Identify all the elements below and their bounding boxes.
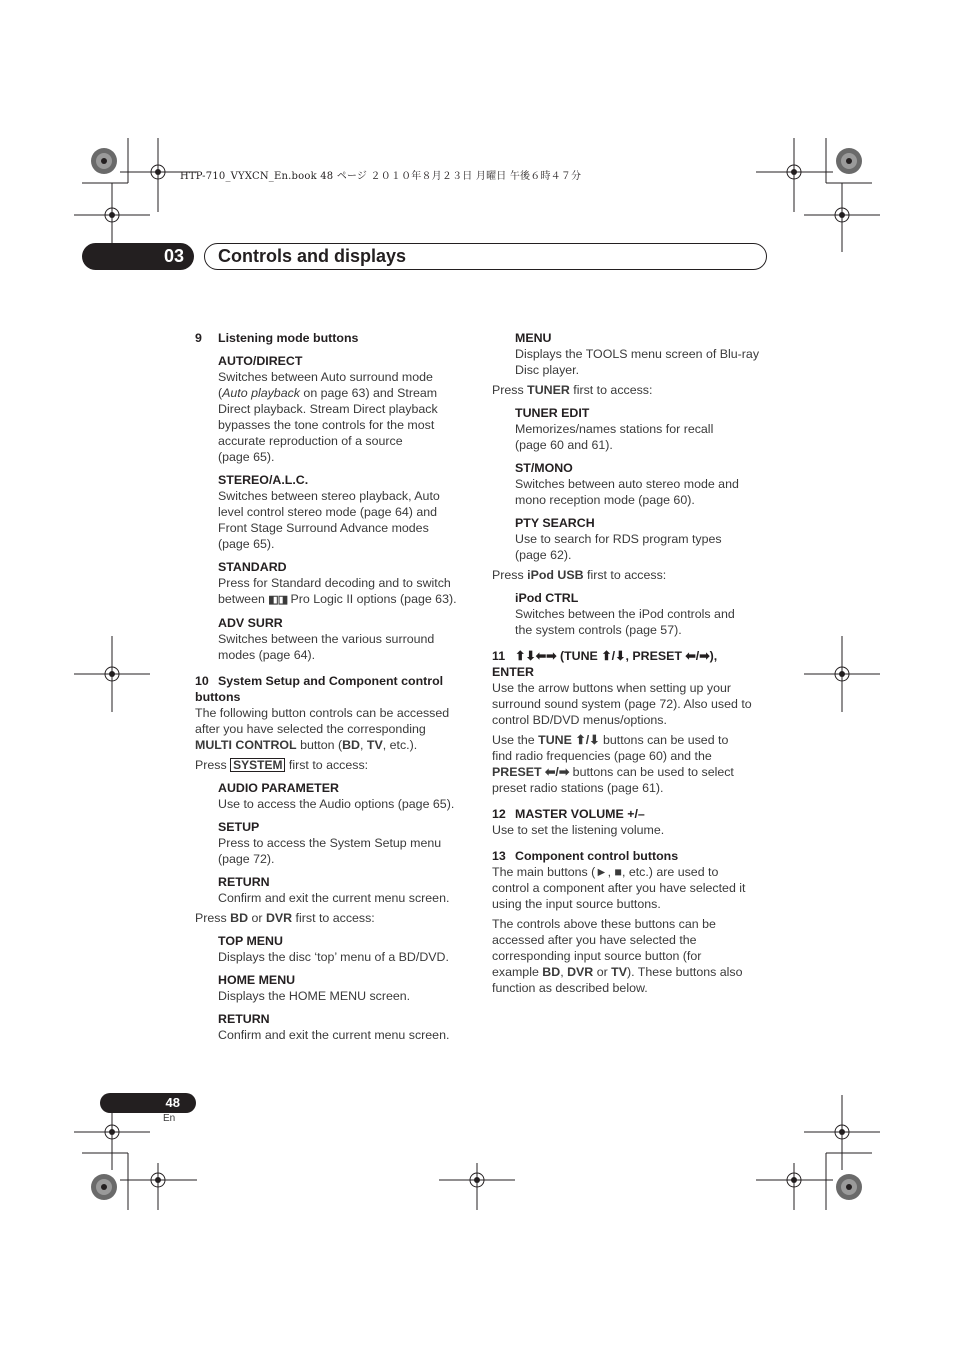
item-title: HOME MENU — [218, 973, 296, 987]
item-title: STANDARD — [218, 560, 287, 574]
item-text: Press for Standard decoding and to switch — [218, 576, 451, 590]
item-text: Confirm and exit the current menu screen. — [218, 1028, 450, 1042]
item-text: Switches between the various surround — [218, 632, 435, 646]
item-title: AUDIO PARAMETER — [218, 781, 339, 795]
item-text: (page 72). — [218, 852, 275, 866]
press-ipod-line: Press iPod USB first to access: — [492, 568, 667, 582]
item-text: modes (page 64). — [218, 648, 316, 662]
section-title: Listening mode buttons — [218, 331, 359, 345]
page-language: En — [163, 1113, 176, 1124]
section-text: surround sound system (page 72). Also used to — [492, 697, 752, 711]
section-text: find radio frequencies (page 60) and the — [492, 749, 712, 763]
section-text: accessed after you have selected the — [492, 933, 697, 947]
section-text: preset radio stations (page 61). — [492, 781, 664, 795]
item-text: Memorizes/names stations for recall — [515, 422, 714, 436]
section-title: ⬆⬇⬅➡ (TUNE ⬆/⬇, PRESET ⬅/➡), — [515, 649, 718, 663]
press-tuner-line: Press TUNER first to access: — [492, 383, 653, 397]
dolby-logo-icon: ◧◨ — [268, 594, 288, 606]
section-number: 9 — [195, 331, 202, 345]
item-title: iPod CTRL — [515, 591, 579, 605]
section-title: buttons — [195, 690, 241, 704]
section-text: corresponding input source button (for — [492, 949, 702, 963]
section-text: Use the TUNE ⬆/⬇ buttons can be used to — [492, 733, 729, 747]
item-text: bypasses the tone controls for the most — [218, 418, 435, 432]
item-text: (page 65). — [218, 537, 275, 551]
item-text: (Auto playback on page 63) and Stream — [218, 386, 438, 400]
item-text: Displays the HOME MENU screen. — [218, 989, 411, 1003]
item-text: level control stereo mode (page 64) and — [218, 505, 438, 519]
item-text: Disc player. — [515, 363, 580, 377]
item-title: STEREO/A.L.C. — [218, 473, 309, 487]
item-text: Use to search for RDS program types — [515, 532, 722, 546]
book-info-line: HTP-710_VYXCN_En.book 48 ページ ２０１０年８月２３日 月曜日 午後６時４７分 — [180, 171, 582, 182]
section-title: MASTER VOLUME +/– — [515, 807, 645, 821]
item-title: SETUP — [218, 820, 260, 834]
item-title: AUTO/DIRECT — [218, 354, 303, 368]
section-text: control a component after you have selected it — [492, 881, 746, 895]
item-text: (page 60 and 61). — [515, 438, 613, 452]
system-button-label: SYSTEM — [230, 758, 285, 772]
item-text: Use to access the Audio options (page 65). — [218, 797, 455, 811]
section-text: PRESET ⬅/➡ buttons can be used to select — [492, 765, 734, 779]
press-bd-line: Press BD or DVR first to access: — [195, 911, 375, 925]
section-title: ENTER — [492, 665, 534, 679]
item-text: Direct playback. Stream Direct playback — [218, 402, 438, 416]
item-text: Front Stage Surround Advance modes — [218, 521, 429, 535]
section-number: 13 — [492, 849, 506, 863]
item-title: TUNER EDIT — [515, 406, 590, 420]
press-system-line: Press SYSTEM first to access: — [195, 758, 369, 772]
chapter-title: Controls and displays — [204, 243, 767, 270]
section-text: after you have selected the corresponding — [195, 722, 426, 736]
section-text: example BD, DVR or TV). These buttons also — [492, 965, 743, 979]
section-number: 12 — [492, 807, 506, 821]
section-number: 10 — [195, 674, 209, 688]
page-number: 48 — [100, 1093, 196, 1113]
section-text: The controls above these buttons can be — [492, 917, 716, 931]
right-column — [492, 330, 777, 996]
section-text: Use the arrow buttons when setting up your — [492, 681, 731, 695]
item-text: accurate reproduction of a source — [218, 434, 403, 448]
item-title: ST/MONO — [515, 461, 573, 475]
item-text: Displays the disc ‘top’ menu of a BD/DVD. — [218, 950, 449, 964]
chapter-number: 03 — [82, 243, 194, 270]
item-text: Switches between stereo playback, Auto — [218, 489, 440, 503]
item-text: between ◧◨ Pro Logic II options (page 63). — [218, 592, 457, 606]
item-title: PTY SEARCH — [515, 516, 595, 530]
item-text: Press to access the System Setup menu — [218, 836, 442, 850]
item-title: RETURN — [218, 1012, 270, 1026]
item-title: ADV SURR — [218, 616, 283, 630]
section-text: control BD/DVD menus/options. — [492, 713, 667, 727]
item-text: Switches between auto stereo mode and — [515, 477, 739, 491]
item-text: mono reception mode (page 60). — [515, 493, 695, 507]
section-text: The following button controls can be accessed — [195, 706, 450, 720]
item-title: MENU — [515, 331, 552, 345]
section-title: Component control buttons — [515, 849, 679, 863]
section-text: using the input source buttons. — [492, 897, 661, 911]
section-text: Use to set the listening volume. — [492, 823, 665, 837]
item-text: Switches between Auto surround mode — [218, 370, 433, 384]
section-text: MULTI CONTROL button (BD, TV, etc.). — [195, 738, 418, 752]
section-title: System Setup and Component control — [218, 674, 444, 688]
section-text: The main buttons (►, ■, etc.) are used to — [492, 865, 719, 879]
item-title: RETURN — [218, 875, 270, 889]
left-column — [195, 330, 480, 1043]
section-number: 11 — [492, 649, 506, 663]
item-text: the system controls (page 57). — [515, 623, 682, 637]
item-title: TOP MENU — [218, 934, 283, 948]
item-text: (page 62). — [515, 548, 572, 562]
item-text: Displays the TOOLS menu screen of Blu-ray — [515, 347, 760, 361]
section-text: function as described below. — [492, 981, 648, 995]
item-text: (page 65). — [218, 450, 275, 464]
item-text: Switches between the iPod controls and — [515, 607, 735, 621]
item-text: Confirm and exit the current menu screen. — [218, 891, 450, 905]
